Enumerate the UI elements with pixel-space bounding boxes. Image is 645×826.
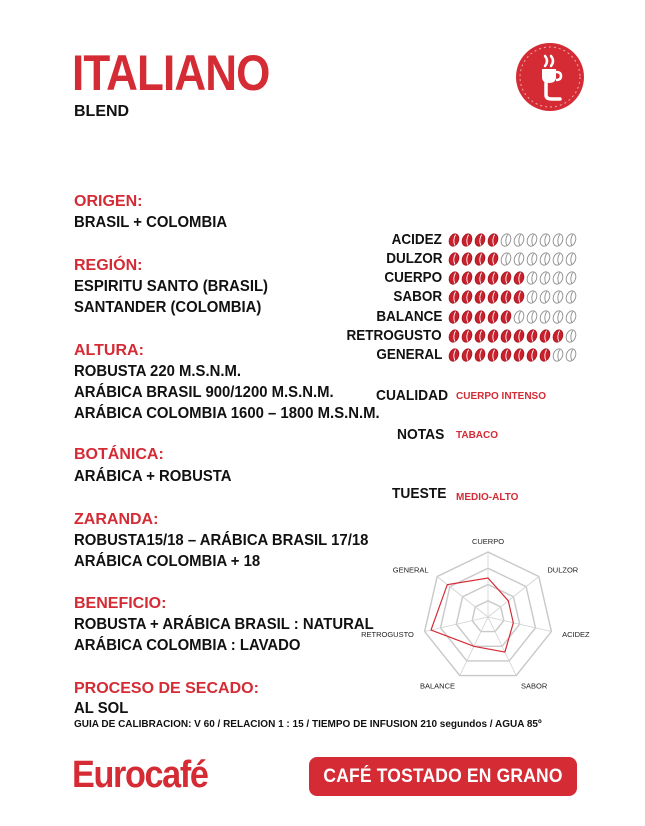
coffee-bean-filled-icon [500, 348, 512, 362]
coffee-bean-filled-icon [448, 310, 460, 324]
radar-axis-label: RETROGUSTO [361, 629, 414, 639]
coffee-bean-filled-icon [487, 348, 499, 362]
coffee-bean-filled-icon [487, 290, 499, 304]
altura-line: ROBUSTA 220 M.S.N.M. [74, 363, 242, 380]
coffee-bean-filled-icon [461, 271, 473, 285]
rating-label-acidez: ACIDEZ [391, 231, 442, 248]
rating-beans [448, 348, 577, 362]
coffee-bean-empty-icon [565, 310, 577, 324]
tueste-label: TUESTE [392, 485, 447, 502]
radar-axis-label: SABOR [521, 681, 548, 691]
coffee-bean-filled-icon [500, 310, 512, 324]
coffee-bean-empty-icon [565, 329, 577, 343]
cafe-tostado-label: CAFÉ TOSTADO EN GRANO [323, 765, 563, 787]
radar-axis-label: GENERAL [392, 565, 429, 575]
coffee-bean-filled-icon [552, 329, 564, 343]
coffee-bean-empty-icon [539, 290, 551, 304]
zaranda-line: ROBUSTA15/18 – ARÁBICA BRASIL 17/18 [74, 532, 369, 549]
botanica-value: ARÁBICA + ROBUSTA [74, 468, 232, 485]
coffee-bean-filled-icon [461, 329, 473, 343]
coffee-bean-filled-icon [448, 271, 460, 285]
rating-label-dulzor: DULZOR [385, 250, 442, 267]
radar-axis-label: DULZOR [547, 565, 579, 575]
coffee-bean-filled-icon [448, 329, 460, 343]
coffee-bean-empty-icon [552, 310, 564, 324]
calibration-guide: GUIA DE CALIBRACION: V 60 / RELACION 1 : 15 / TIEMPO DE INFUSION 210 segundos / AGUA 85º [74, 719, 542, 730]
coffee-bean-filled-icon [448, 252, 460, 266]
coffee-bean-filled-icon [448, 290, 460, 304]
rating-beans [448, 233, 577, 247]
coffee-bean-empty-icon [526, 310, 538, 324]
radar-axis-label: CUERPO [471, 537, 505, 546]
rating-label-general: GENERAL [375, 346, 442, 363]
zaranda-heading: ZARANDA: [74, 511, 159, 528]
rating-beans [448, 310, 577, 324]
coffee-bean-filled-icon [539, 329, 551, 343]
coffee-bean-filled-icon [500, 329, 512, 343]
altura-heading: ALTURA: [74, 342, 144, 359]
coffee-bean-filled-icon [461, 252, 473, 266]
coffee-bean-filled-icon [474, 348, 486, 362]
tueste-value: MEDIO-ALTO [456, 492, 519, 503]
coffee-bean-filled-icon [487, 329, 499, 343]
coffee-bean-empty-icon [513, 233, 525, 247]
page-title: ITALIANO [72, 45, 270, 101]
rating-beans [448, 329, 577, 343]
coffee-bean-empty-icon [565, 233, 577, 247]
coffee-bean-empty-icon [500, 252, 512, 266]
brand-logo: Eurocafé [72, 754, 208, 796]
rating-beans [448, 290, 577, 304]
coffee-bean-filled-icon [448, 233, 460, 247]
coffee-bean-empty-icon [565, 348, 577, 362]
rating-beans [448, 252, 577, 266]
rating-beans [448, 271, 577, 285]
cualidad-value: CUERPO INTENSO [456, 391, 547, 402]
coffee-bean-empty-icon [565, 252, 577, 266]
coffee-bean-filled-icon [526, 348, 538, 362]
coffee-bean-empty-icon [539, 252, 551, 266]
coffee-bean-filled-icon [500, 271, 512, 285]
coffee-bean-filled-icon [500, 290, 512, 304]
eurocafe-e-seal-icon [515, 42, 585, 112]
beneficio-line: ROBUSTA + ARÁBICA BRASIL : NATURAL [74, 616, 374, 633]
radar-axis-label: ACIDEZ [562, 629, 590, 639]
zaranda-line: ARÁBICA COLOMBIA + 18 [74, 553, 261, 570]
coffee-bean-filled-icon [461, 290, 473, 304]
coffee-bean-filled-icon [526, 329, 538, 343]
coffee-bean-empty-icon [539, 271, 551, 285]
coffee-bean-empty-icon [526, 290, 538, 304]
coffee-bean-empty-icon [539, 233, 551, 247]
coffee-bean-filled-icon [474, 310, 486, 324]
rating-label-sabor: SABOR [393, 288, 442, 305]
coffee-bean-filled-icon [461, 348, 473, 362]
coffee-bean-filled-icon [513, 348, 525, 362]
coffee-bean-filled-icon [513, 329, 525, 343]
cualidad-label: CUALIDAD [376, 387, 449, 404]
notas-value: TABACO [456, 430, 499, 441]
origen-heading: ORIGEN: [74, 193, 143, 210]
coffee-bean-filled-icon [474, 233, 486, 247]
flavor-radar-chart [360, 522, 600, 702]
altura-line: ARÁBICA COLOMBIA 1600 – 1800 M.S.N.M. [74, 405, 380, 422]
region-line: ESPIRITU SANTO (BRASIL) [74, 278, 269, 295]
coffee-bean-filled-icon [487, 271, 499, 285]
coffee-bean-empty-icon [500, 233, 512, 247]
secado-value: AL SOL [74, 700, 129, 717]
coffee-bean-empty-icon [552, 290, 564, 304]
notas-label: NOTAS [397, 426, 445, 443]
coffee-bean-empty-icon [552, 271, 564, 285]
altura-line: ARÁBICA BRASIL 900/1200 M.S.N.M. [74, 384, 334, 401]
coffee-bean-empty-icon [552, 233, 564, 247]
coffee-bean-filled-icon [461, 233, 473, 247]
coffee-bean-empty-icon [552, 348, 564, 362]
coffee-bean-filled-icon [487, 233, 499, 247]
coffee-bean-empty-icon [513, 252, 525, 266]
rating-label-retrogusto: RETROGUSTO [346, 327, 442, 344]
coffee-bean-empty-icon [539, 310, 551, 324]
coffee-bean-filled-icon [461, 310, 473, 324]
botanica-heading: BOTÁNICA: [74, 446, 164, 463]
coffee-bean-filled-icon [513, 271, 525, 285]
coffee-bean-empty-icon [526, 233, 538, 247]
coffee-bean-filled-icon [474, 252, 486, 266]
coffee-bean-filled-icon [487, 252, 499, 266]
coffee-bean-empty-icon [552, 252, 564, 266]
cafe-tostado-button[interactable] [309, 757, 577, 796]
coffee-bean-filled-icon [474, 290, 486, 304]
rating-label-balance: BALANCE [375, 308, 442, 325]
beneficio-heading: BENEFICIO: [74, 595, 167, 612]
origen-value: BRASIL + COLOMBIA [74, 214, 228, 231]
radar-axis-label: BALANCE [419, 681, 455, 691]
coffee-bean-empty-icon [526, 271, 538, 285]
coffee-bean-filled-icon [539, 348, 551, 362]
coffee-bean-filled-icon [474, 329, 486, 343]
coffee-bean-empty-icon [513, 310, 525, 324]
coffee-bean-empty-icon [565, 290, 577, 304]
beneficio-line: ARÁBICA COLOMBIA : LAVADO [74, 637, 301, 654]
secado-heading: PROCESO DE SECADO: [74, 680, 259, 697]
coffee-bean-empty-icon [565, 271, 577, 285]
coffee-bean-filled-icon [487, 310, 499, 324]
coffee-bean-empty-icon [526, 252, 538, 266]
rating-label-cuerpo: CUERPO [384, 269, 442, 286]
region-heading: REGIÓN: [74, 257, 143, 274]
page-subtitle: BLEND [74, 103, 130, 120]
coffee-bean-filled-icon [474, 271, 486, 285]
coffee-bean-filled-icon [513, 290, 525, 304]
region-line: SANTANDER (COLOMBIA) [74, 299, 262, 316]
coffee-bean-filled-icon [448, 348, 460, 362]
